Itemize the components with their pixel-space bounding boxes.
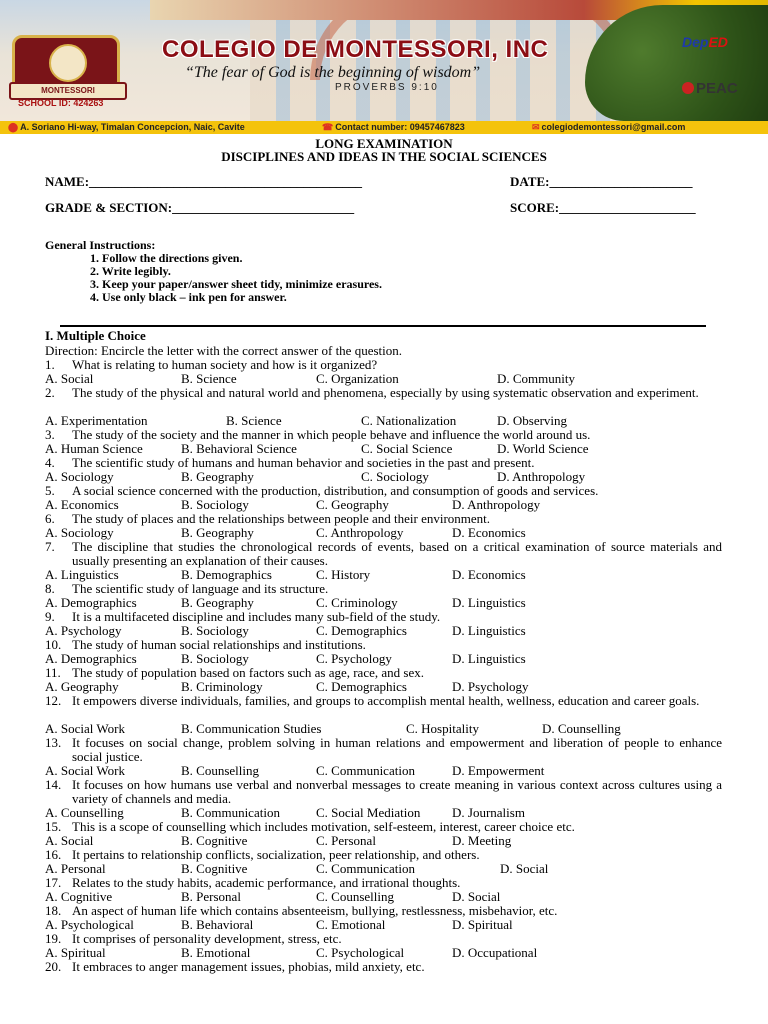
instruction-item: 1. Follow the directions given. <box>90 251 243 265</box>
question-number: 5. <box>45 483 55 498</box>
school-name: COLEGIO DE MONTESSORI, INC <box>162 36 549 63</box>
question-text: What is relating to human society and how is it organized? <box>72 357 378 372</box>
contact-bar <box>0 121 768 134</box>
answer-choice[interactable]: D. Linguistics <box>452 595 526 610</box>
question-text: This is a scope of counselling which includes motivation, self-esteem, interest, career choice etc. <box>72 819 575 834</box>
question-number: 12. <box>45 693 62 708</box>
answer-choice[interactable]: C. Organization <box>316 371 399 386</box>
answer-choice[interactable]: C. Social Mediation <box>316 805 421 820</box>
answer-choice[interactable]: B. Geography <box>181 469 254 484</box>
answer-choice[interactable]: A. Sociology <box>45 525 114 540</box>
deped-logo <box>682 34 728 50</box>
question-text: The discipline that studies the chronological records of events, based on a critical examination of source materials and usually presenting an explanation of their causes. <box>72 539 722 568</box>
answer-choice[interactable]: A. Social Work <box>45 721 125 736</box>
answer-choice[interactable]: C. Personal <box>316 833 376 848</box>
answer-choice[interactable]: A. Counselling <box>45 805 124 820</box>
answer-choice[interactable]: D. Social <box>452 889 501 904</box>
answer-choice[interactable]: C. Counselling <box>316 889 395 904</box>
score-field: SCORE:_____________________ <box>510 200 696 215</box>
question-number: 19. <box>45 931 62 946</box>
school-id: SCHOOL ID: 424263 <box>18 98 104 108</box>
answer-choice[interactable]: D. Counselling <box>542 721 621 736</box>
school-logo <box>12 35 120 97</box>
deped-prefix: Dep <box>682 34 709 50</box>
answer-choice[interactable]: A. Demographics <box>45 595 137 610</box>
answer-choice[interactable]: B. Cognitive <box>181 861 248 876</box>
question-number: 10. <box>45 637 62 652</box>
answer-choice[interactable]: A. Psychology <box>45 623 122 638</box>
answer-choice[interactable]: B. Science <box>181 371 237 386</box>
answer-choice[interactable]: C. Hospitality <box>406 721 479 736</box>
school-motto: “The fear of God is the beginning of wisdom” <box>185 64 481 81</box>
answer-choice[interactable]: C. Nationalization <box>361 413 457 428</box>
question-number: 3. <box>45 427 55 442</box>
answer-choice[interactable]: A. Social <box>45 371 94 386</box>
address-item <box>8 121 245 134</box>
answer-choice[interactable]: C. Sociology <box>361 469 429 484</box>
answer-choice[interactable]: A. Personal <box>45 861 106 876</box>
answer-choice[interactable]: B. Communication <box>181 805 280 820</box>
answer-choice[interactable]: D. Occupational <box>452 945 538 960</box>
question-text: It focuses on how humans use verbal and nonverbal messages to create meaning in various context across cultures using a variety of channels and media. <box>72 777 722 806</box>
question-number: 9. <box>45 609 55 624</box>
answer-choice[interactable]: B. Geography <box>181 595 254 610</box>
question-text: The scientific study of humans and human behavior and societies in the past and present. <box>72 455 535 470</box>
question-number: 13. <box>45 735 62 750</box>
question-text: The study of human social relationships and institutions. <box>72 637 366 652</box>
email-text: colegiodemontessori@gmail.com <box>541 122 686 132</box>
question-text: It focuses on social change, problem solving in human relations and empowerment and liberation of people to enhance social justice. <box>72 735 722 764</box>
answer-choice[interactable]: A. Human Science <box>45 441 143 456</box>
question-text: The study of the physical and natural world and phenomena, especially by using systematic observation and experiment. <box>72 385 699 400</box>
answer-choice[interactable]: B. Sociology <box>181 651 249 666</box>
peac-mark-icon <box>682 82 694 94</box>
answer-choice[interactable]: D. Economics <box>452 525 526 540</box>
question-text: It empowers diverse individuals, families, and groups to accomplish mental health, wellness, education and career goals. <box>72 693 700 708</box>
question-number: 6. <box>45 511 55 526</box>
answer-choice[interactable]: A. Experimentation <box>45 413 148 428</box>
answer-choice[interactable]: C. Anthropology <box>316 525 404 540</box>
answer-choice[interactable]: D. Community <box>497 371 576 386</box>
question-number: 2. <box>45 385 55 400</box>
answer-choice[interactable]: C. Psychology <box>316 651 392 666</box>
question-number: 16. <box>45 847 62 862</box>
answer-choice[interactable]: A. Demographics <box>45 651 137 666</box>
question-text: The study of the society and the manner in which people behave and influence the world around us. <box>72 427 591 442</box>
question-text: An aspect of human life which contains absenteeism, bullying, restlessness, misbehavior, etc. <box>72 903 558 918</box>
question-text: It comprises of personality development, stress, etc. <box>72 931 342 946</box>
logo-ribbon: MONTESSORI <box>9 82 127 100</box>
grade-section-field: GRADE & SECTION:____________________________ <box>45 200 355 215</box>
instruction-item: 4. Use only black – ink pen for answer. <box>90 290 287 304</box>
answer-choice[interactable]: B. Demographics <box>181 567 272 582</box>
question-number: 17. <box>45 875 62 890</box>
answer-choice[interactable]: B. Geography <box>181 525 254 540</box>
answer-choice[interactable]: D. Meeting <box>452 833 512 848</box>
question-text: It is a multifaceted discipline and includes many sub-field of the study. <box>72 609 441 624</box>
exam-subject: DISCIPLINES AND IDEAS IN THE SOCIAL SCIENCES <box>221 149 547 164</box>
question-number: 20. <box>45 959 62 974</box>
section-title: I. Multiple Choice <box>45 328 146 343</box>
answer-choice[interactable]: C. History <box>316 567 371 582</box>
answer-choice[interactable]: A. Sociology <box>45 469 114 484</box>
peac-text: PEAC <box>696 80 738 97</box>
answer-choice[interactable]: D. Psychology <box>452 679 529 694</box>
question-text: The scientific study of language and its structure. <box>72 581 329 596</box>
question-number: 4. <box>45 455 55 470</box>
phone-icon: ☎ <box>322 122 334 132</box>
answer-choice[interactable]: D. Empowerment <box>452 763 545 778</box>
answer-choice[interactable]: D. Economics <box>452 567 526 582</box>
logo-emblem-icon <box>49 44 87 82</box>
email-item <box>532 121 685 134</box>
question-number: 11. <box>45 665 61 680</box>
answer-choice[interactable]: D. Observing <box>497 413 568 428</box>
location-pin-icon: ⬤ <box>8 122 19 132</box>
answer-choice[interactable]: B. Cognitive <box>181 833 248 848</box>
answer-choice[interactable]: A. Linguistics <box>45 567 119 582</box>
question-number: 7. <box>45 539 55 554</box>
instructions-heading: General Instructions: <box>45 238 156 252</box>
answer-choice[interactable]: A. Economics <box>45 497 119 512</box>
trees-image <box>585 5 768 121</box>
answer-choice[interactable]: B. Criminology <box>181 679 263 694</box>
instruction-item: 3. Keep your paper/answer sheet tidy, minimize erasures. <box>90 277 382 291</box>
question-text: The study of places and the relationships between people and their environment. <box>72 511 491 526</box>
answer-choice[interactable]: C. Criminology <box>316 595 398 610</box>
answer-choice[interactable]: B. Behavioral Science <box>181 441 297 456</box>
answer-choice[interactable]: D. Anthropology <box>452 497 541 512</box>
answer-choice[interactable]: B. Personal <box>181 889 241 904</box>
answer-choice[interactable]: D. Spiritual <box>452 917 513 932</box>
contact-text: Contact number: 09457467823 <box>335 122 465 132</box>
question-number: 1. <box>45 357 55 372</box>
question-text: The study of population based on factors such as age, race, and sex. <box>72 665 424 680</box>
question-number: 8. <box>45 581 55 596</box>
answer-choice[interactable]: B. Communication Studies <box>181 721 322 736</box>
answer-choice[interactable]: B. Science <box>226 413 282 428</box>
question-text: It pertains to relationship conflicts, socialization, peer relationship, and others. <box>72 847 480 862</box>
deped-suffix: ED <box>708 34 728 50</box>
motto-verse: PROVERBS 9:10 <box>335 82 439 93</box>
answer-choice[interactable]: B. Counselling <box>181 763 260 778</box>
answer-choice[interactable]: C. Psychological <box>316 945 405 960</box>
section-direction: Direction: Encircle the letter with the correct answer of the question. <box>45 343 402 358</box>
header-banner <box>0 0 768 121</box>
answer-choice[interactable]: D. Social <box>500 861 549 876</box>
question-text: Relates to the study habits, academic performance, and irrational thoughts. <box>72 875 461 890</box>
answer-choice[interactable]: D. Linguistics <box>452 651 526 666</box>
answer-choice[interactable]: C. Social Science <box>361 441 453 456</box>
answer-choice[interactable]: C. Geography <box>316 497 389 512</box>
instruction-item: 2. Write legibly. <box>90 264 171 278</box>
divider-line <box>60 325 706 327</box>
answer-choice[interactable]: D. Journalism <box>452 805 525 820</box>
answer-choice[interactable]: A. Social <box>45 833 94 848</box>
address-text: A. Soriano Hi-way, Timalan Concepcion, Naic, Cavite <box>20 122 245 132</box>
answer-choice[interactable]: D. Anthropology <box>497 469 586 484</box>
answer-choice[interactable]: A. Cognitive <box>45 889 113 904</box>
answer-choice[interactable]: B. Emotional <box>181 945 251 960</box>
answer-choice[interactable]: B. Behavioral <box>181 917 254 932</box>
question-number: 14. <box>45 777 62 792</box>
question-number: 18. <box>45 903 62 918</box>
answer-choice[interactable]: B. Sociology <box>181 623 249 638</box>
peac-logo <box>682 80 738 97</box>
answer-choice[interactable]: A. Psychological <box>45 917 134 932</box>
contact-item <box>322 121 465 134</box>
date-field: DATE:______________________ <box>510 174 693 189</box>
answer-choice[interactable]: C. Communication <box>316 763 415 778</box>
answer-choice[interactable]: C. Communication <box>316 861 415 876</box>
answer-choice[interactable]: C. Demographics <box>316 623 407 638</box>
answer-choice[interactable]: A. Geography <box>45 679 119 694</box>
exam-title: LONG EXAMINATION <box>315 136 453 151</box>
answer-choice[interactable]: A. Social Work <box>45 763 125 778</box>
question-text: It embraces to anger management issues, phobias, mild anxiety, etc. <box>72 959 425 974</box>
question-number: 15. <box>45 819 62 834</box>
answer-choice[interactable]: C. Demographics <box>316 679 407 694</box>
envelope-icon: ✉ <box>532 122 540 132</box>
answer-choice[interactable]: C. Emotional <box>316 917 386 932</box>
answer-choice[interactable]: B. Sociology <box>181 497 249 512</box>
answer-choice[interactable]: D. World Science <box>497 441 589 456</box>
answer-choice[interactable]: D. Linguistics <box>452 623 526 638</box>
question-text: A social science concerned with the production, distribution, and consumption of goods and services. <box>72 483 599 498</box>
answer-choice[interactable]: A. Spiritual <box>45 945 106 960</box>
name-field: NAME:__________________________________________ <box>45 174 363 189</box>
